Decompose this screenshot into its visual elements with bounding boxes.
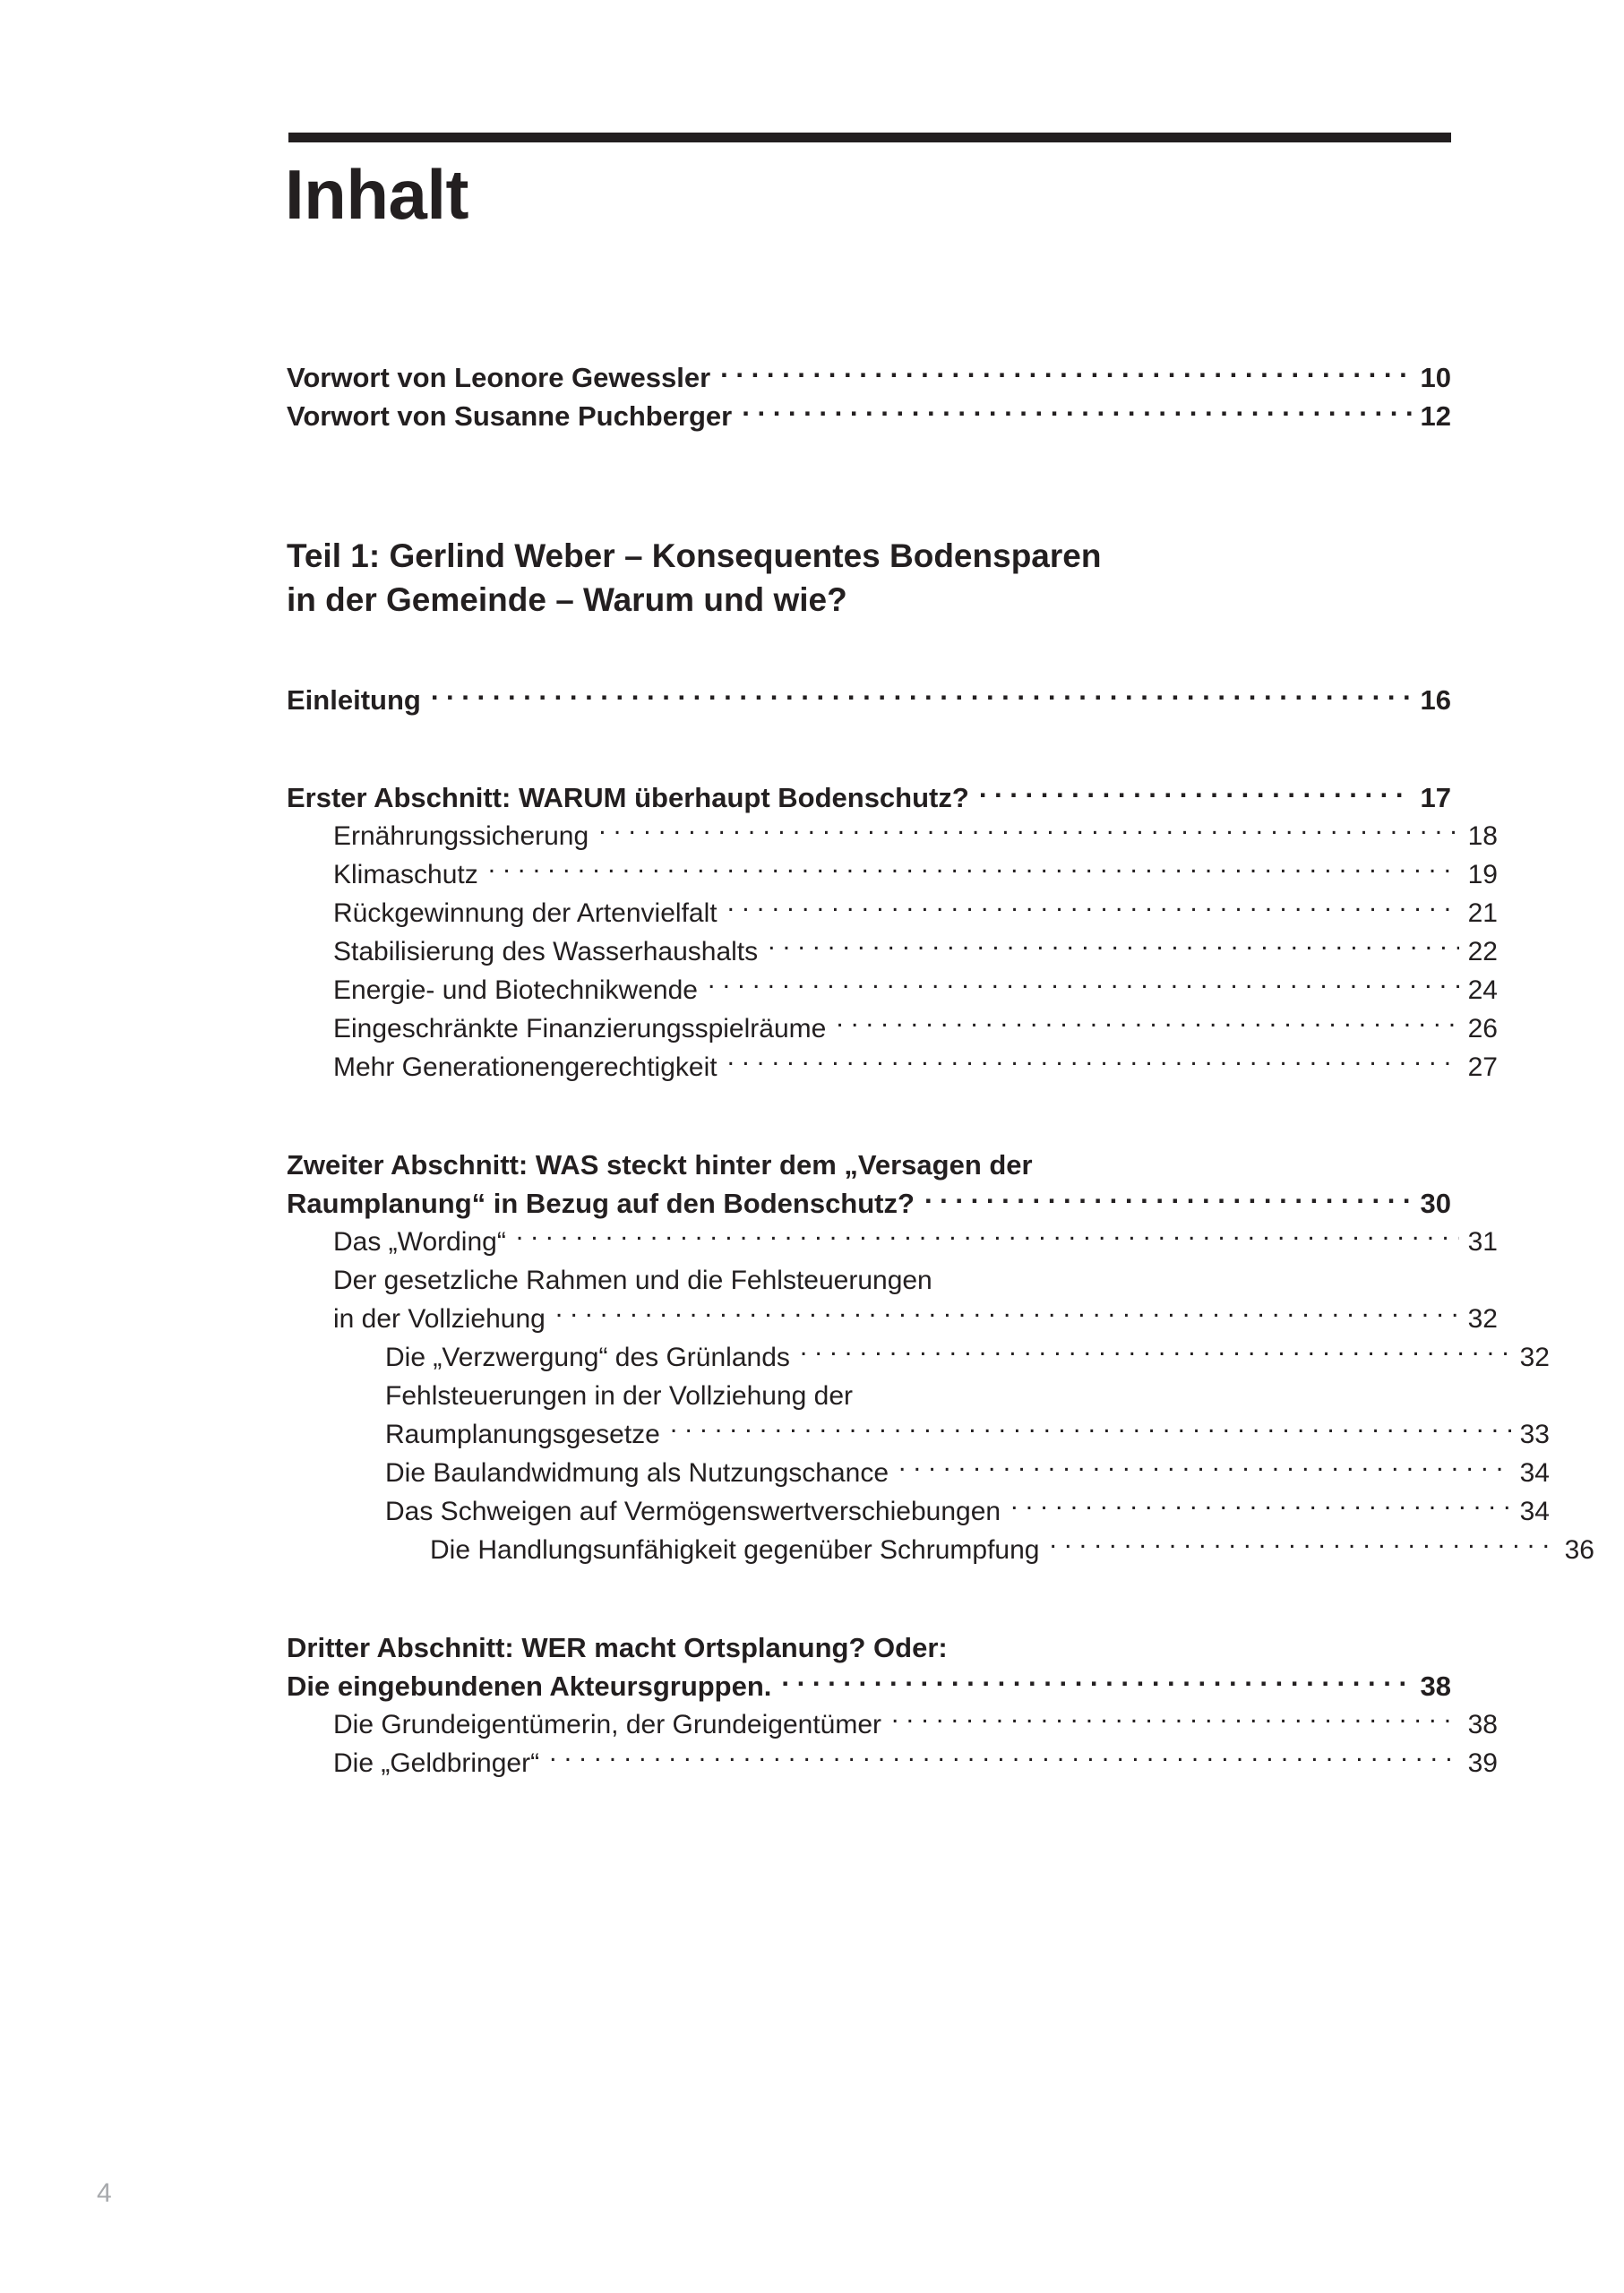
dot-leader (1049, 1532, 1555, 1559)
dot-leader (800, 1339, 1511, 1366)
dot-leader (488, 856, 1459, 883)
toc-entry-vorwort-gewessler[interactable] (287, 358, 1451, 397)
toc-entry-label: Energie- und Biotechnikwende (333, 975, 698, 1005)
toc-entry-page: 31 (1467, 1227, 1498, 1257)
toc-entry[interactable] (333, 1223, 1498, 1261)
toc-entry[interactable] (385, 1377, 1550, 1415)
toc-entry-label: Dritter Abschnitt: WER macht Ortsplanung? Oder: (287, 1632, 948, 1663)
toc-entry-label: in der Vollziehung (333, 1304, 546, 1334)
dot-leader (516, 1224, 1459, 1250)
table-of-contents (287, 358, 1594, 1782)
toc-entry-label: Rückgewinnung der Artenvielfalt (333, 898, 717, 928)
toc-entry-page: 24 (1467, 975, 1498, 1005)
dot-leader (598, 818, 1458, 845)
spacer (287, 435, 1451, 494)
dot-leader (727, 1049, 1459, 1076)
spacer (287, 494, 1451, 534)
toc-entry-vorwort-puchberger[interactable] (287, 397, 1451, 435)
toc-entry[interactable] (385, 1338, 1550, 1377)
toc-entry-label: Zweiter Abschnitt: WAS steckt hinter dem „Versagen der (287, 1149, 1033, 1181)
dot-leader (727, 895, 1459, 922)
dot-leader (742, 398, 1411, 425)
toc-entry-label: Das „Wording“ (333, 1227, 506, 1257)
toc-entry-label: Mehr Generationengerechtigkeit (333, 1052, 717, 1082)
toc-entry-page: 32 (1519, 1343, 1550, 1372)
toc-section-heading-1[interactable] (287, 778, 1451, 817)
toc-entry-label: Ernährungssicherung (333, 821, 589, 851)
dot-leader (768, 933, 1458, 960)
toc-entry-page: 12 (1420, 400, 1451, 432)
toc-entry-label: Raumplanungsgesetze (385, 1420, 660, 1449)
dot-leader (836, 1010, 1458, 1037)
toc-section-heading-3-line-2[interactable] (287, 1667, 1451, 1705)
toc-entry[interactable] (333, 1009, 1498, 1048)
part-title-line-2: in der Gemeinde – Warum und wie? (287, 581, 847, 618)
toc-entry-page: 34 (1519, 1458, 1550, 1488)
dot-leader (1010, 1493, 1511, 1520)
folio-page-number: 4 (97, 2178, 112, 2208)
toc-entry-page: 34 (1519, 1497, 1550, 1526)
toc-entry[interactable] (333, 894, 1498, 932)
toc-entry[interactable] (333, 1261, 1498, 1300)
part-title (287, 534, 1451, 622)
spacer (287, 719, 1451, 778)
toc-entry-page: 32 (1467, 1304, 1498, 1334)
toc-entry[interactable] (333, 971, 1498, 1009)
dot-leader (549, 1745, 1459, 1772)
page-title: Inhalt (285, 155, 468, 234)
dot-leader (555, 1301, 1459, 1327)
toc-entry-label: Die Handlungsunfähigkeit gegenüber Schrumpfung (430, 1535, 1040, 1565)
toc-entry[interactable] (333, 1300, 1498, 1338)
spacer (287, 1569, 1451, 1628)
toc-entry-label: Der gesetzliche Rahmen und die Fehlsteuerungen (333, 1266, 932, 1295)
toc-entry-label: Die eingebundenen Akteursgruppen. (287, 1670, 772, 1702)
toc-entry-label: Vorwort von Leonore Gewessler (287, 362, 711, 393)
toc-entry-label: Die Grundeigentümerin, der Grundeigentümer (333, 1710, 881, 1739)
toc-entry-page: 26 (1467, 1014, 1498, 1043)
toc-entry[interactable] (385, 1415, 1550, 1454)
toc-entry-page: 39 (1467, 1748, 1498, 1778)
toc-entry-einleitung[interactable] (287, 681, 1451, 719)
dot-leader (781, 1668, 1411, 1696)
toc-entry-label: Einleitung (287, 684, 421, 716)
toc-entry-page: 36 (1564, 1535, 1594, 1565)
toc-entry-label: Raumplanung“ in Bezug auf den Bodenschutz? (287, 1188, 915, 1219)
toc-entry-label: Erster Abschnitt: WARUM überhaupt Bodenschutz? (287, 782, 969, 813)
toc-entry-page: 27 (1467, 1052, 1498, 1082)
toc-entry-label: Die „Geldbringer“ (333, 1748, 540, 1778)
toc-section-heading-2-line-2[interactable] (287, 1184, 1451, 1223)
toc-entry[interactable] (333, 1705, 1498, 1744)
toc-entry-page: 33 (1519, 1420, 1550, 1449)
dot-leader (979, 779, 1412, 807)
part-title-line-1: Teil 1: Gerlind Weber – Konsequentes Bodensparen (287, 537, 1102, 574)
toc-section-heading-3-line-1[interactable] (287, 1628, 1451, 1667)
toc-entry-label: Klimaschutz (333, 860, 478, 889)
toc-entry-page: 38 (1467, 1710, 1498, 1739)
toc-entry-label: Das Schweigen auf Vermögenswertverschiebungen (385, 1497, 1001, 1526)
spacer (287, 1086, 1451, 1146)
toc-entry-page: 21 (1467, 898, 1498, 928)
toc-section-heading-2-line-1[interactable] (287, 1146, 1451, 1184)
toc-entry[interactable] (333, 855, 1498, 894)
toc-entry[interactable] (333, 1744, 1498, 1782)
toc-entry-page: 30 (1420, 1188, 1451, 1219)
toc-entry-page: 18 (1467, 821, 1498, 851)
toc-entry[interactable] (333, 817, 1498, 855)
dot-leader (431, 682, 1412, 709)
toc-entry-page: 19 (1467, 860, 1498, 889)
header-rule (288, 133, 1451, 142)
toc-entry-page: 17 (1420, 782, 1451, 813)
dot-leader (898, 1455, 1511, 1481)
toc-entry-label: Die „Verzwergung“ des Grünlands (385, 1343, 790, 1372)
toc-entry-label: Stabilisierung des Wasserhaushalts (333, 937, 759, 966)
toc-entry-page: 10 (1420, 362, 1451, 393)
dot-leader (720, 359, 1411, 387)
toc-entry-page: 16 (1420, 684, 1451, 716)
dot-leader (891, 1706, 1459, 1733)
toc-entry-page: 38 (1420, 1670, 1451, 1702)
toc-entry[interactable] (333, 932, 1498, 971)
toc-entry-label: Vorwort von Susanne Puchberger (287, 400, 733, 432)
spacer (287, 622, 1451, 681)
toc-entry-label: Fehlsteuerungen in der Vollziehung der (385, 1381, 854, 1411)
toc-entry[interactable] (333, 1048, 1498, 1086)
dot-leader (708, 972, 1459, 999)
toc-entry-label: Die Baulandwidmung als Nutzungschance (385, 1458, 889, 1488)
toc-entry-page: 22 (1467, 937, 1498, 966)
toc-entry[interactable] (430, 1531, 1594, 1569)
toc-entry[interactable] (385, 1454, 1550, 1492)
dot-leader (670, 1416, 1511, 1443)
toc-entry-label: Eingeschränkte Finanzierungsspielräume (333, 1014, 827, 1043)
dot-leader (924, 1185, 1412, 1213)
toc-entry[interactable] (385, 1492, 1550, 1531)
